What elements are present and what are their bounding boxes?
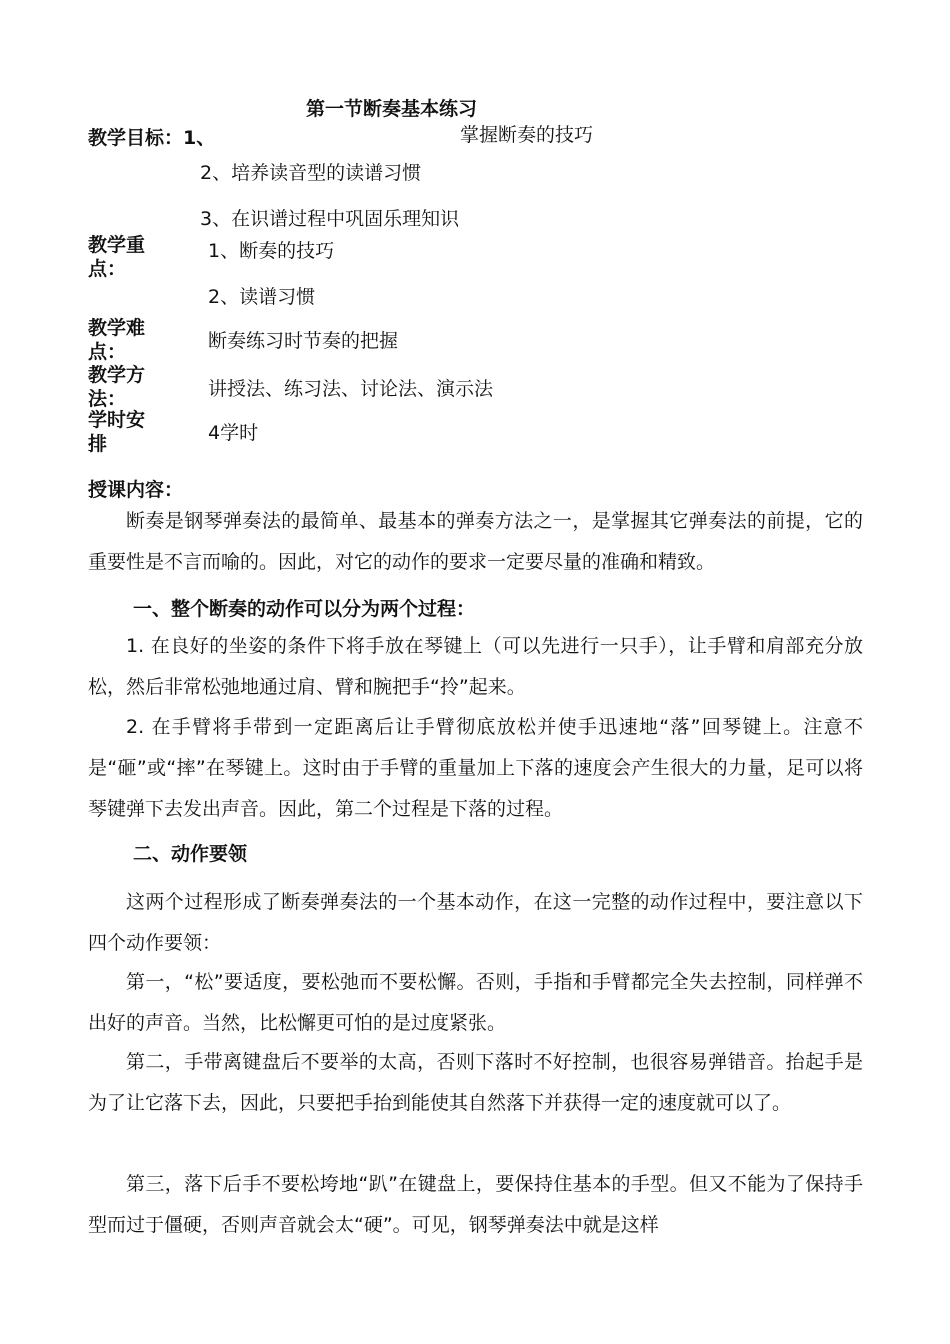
difficulties-value: 断奏练习时节奏的把握 <box>208 330 399 352</box>
section2-intro-paragraph: 这两个过程形成了断奏弹奏法的一个基本动作，在这一完整的动作过程中，要注意以下四个动作要领： <box>88 891 863 954</box>
page-title: 第一节断奏基本练习 <box>306 98 478 120</box>
section2-heading: 二、动作要领 <box>133 843 248 865</box>
objective-item-3: 3、在识谱过程中巩固乐理知识 <box>200 208 460 230</box>
hours-label: 学时安排 <box>88 409 146 455</box>
intro-paragraph: 断奏是钢琴弹奏法的最简单、最基本的弹奏方法之一，是掌握其它弹奏法的前提，它的重要性是不言而喻的。因此，对它的动作的要求一定要尽量的准确和精致。 <box>88 510 863 573</box>
difficulties-label: 教学难点： <box>88 317 146 363</box>
objective-item-1: 掌握断奏的技巧 <box>460 124 594 146</box>
key-point-item-1: 1、断奏的技巧 <box>208 240 335 262</box>
methods-label: 教学方法： <box>88 364 146 410</box>
content-heading: 授课内容： <box>88 479 184 501</box>
point2-paragraph: 第二，手带离键盘后不要举的太高，否则下落时不好控制，也很容易弹错音。抬起手是为了让它落下去，因此，只要把手抬到能使其自然落下并获得一定的速度就可以了。 <box>88 1051 863 1114</box>
methods-value: 讲授法、练习法、讨论法、演示法 <box>208 378 494 400</box>
objectives-label: 教学目标：1、 <box>88 127 216 149</box>
point3-paragraph: 第三，落下后手不要松垮地“趴”在键盘上，要保持住基本的手型。但又不能为了保持手型而过于僵硬，否则声音就会太“硬”。可见，钢琴弹奏法中就是这样 <box>88 1173 863 1236</box>
objective-item-2: 2、培养读音型的读谱习惯 <box>200 162 422 184</box>
hours-value: 4学时 <box>208 422 259 444</box>
step1-paragraph: 1. 在良好的坐姿的条件下将手放在琴键上（可以先进行一只手），让手臂和肩部充分放松，然后非常松弛地通过肩、臂和腕把手“拎”起来。 <box>88 635 863 698</box>
key-points-label: 教学重点： <box>88 234 146 280</box>
point1-paragraph: 第一，“松”要适度，要松弛而不要松懈。否则，手指和手臂都完全失去控制，同样弹不出好的声音。当然，比松懈更可怕的是过度紧张。 <box>88 971 863 1034</box>
hours-label-clip <box>88 408 160 455</box>
section1-heading: 一、整个断奏的动作可以分为两个过程： <box>133 598 476 620</box>
key-point-item-2: 2、读谱习惯 <box>208 286 316 308</box>
step2-paragraph: 2. 在手臂将手带到一定距离后让手臂彻底放松并使手迅速地“落”回琴键上。注意不是“砸”或“摔”在琴键上。这时由于手臂的重量加上下落的速度会产生很大的力量，足可以将琴键弹下去发出声音。因此，第二个过程是下落的过程。 <box>88 716 863 820</box>
